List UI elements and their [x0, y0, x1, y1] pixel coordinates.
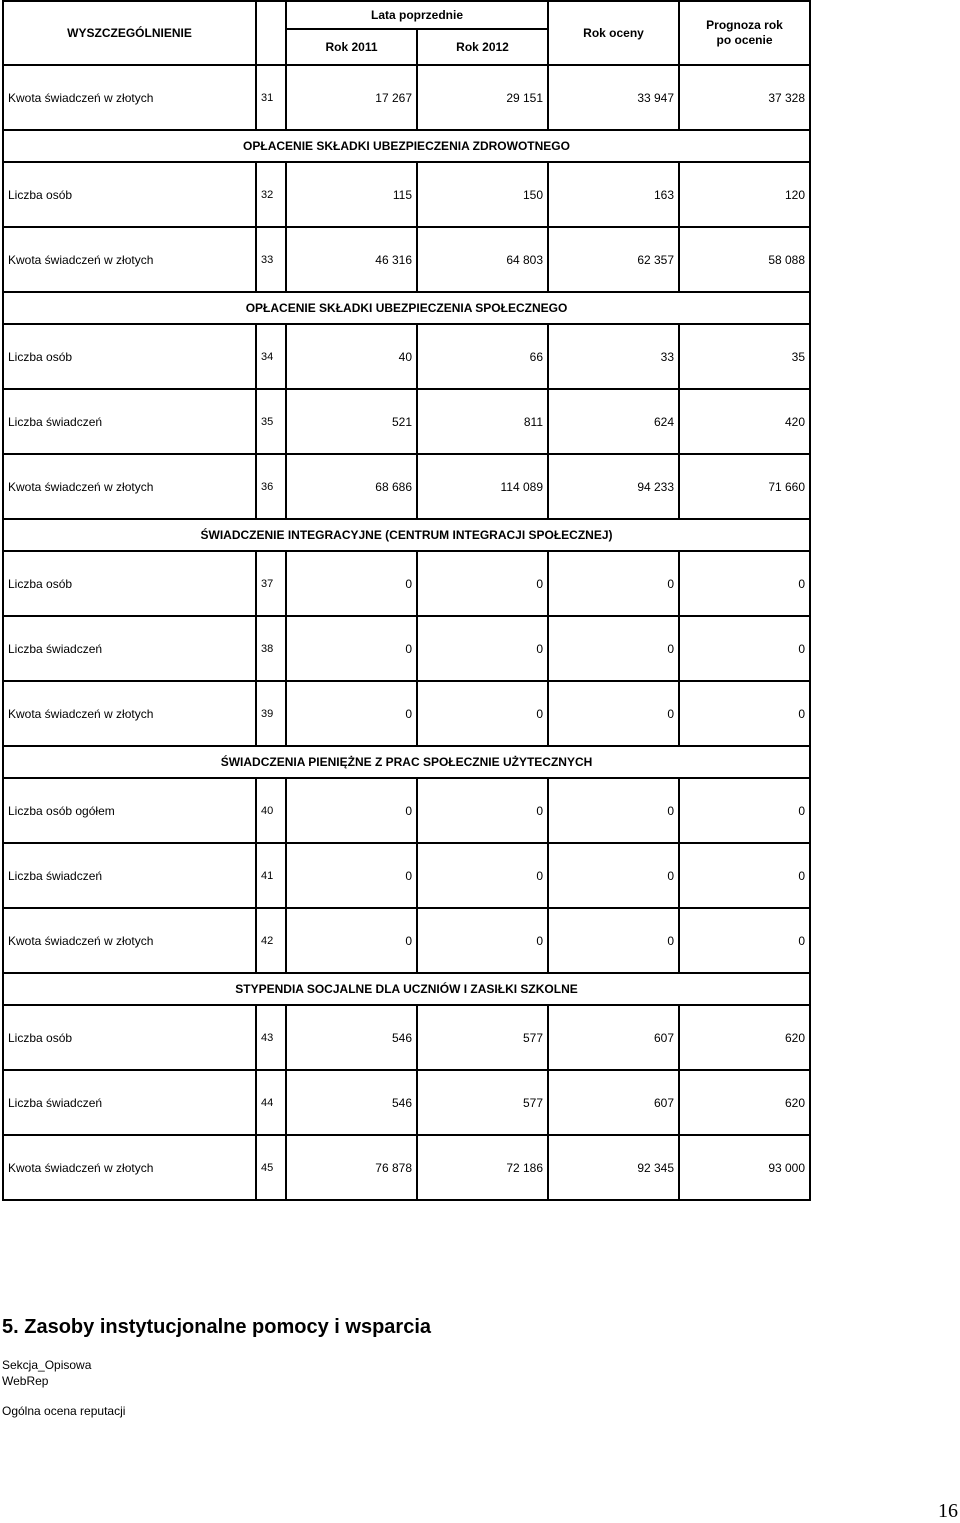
row-lp: 36: [256, 454, 286, 519]
value-rok-2011: 115: [286, 162, 417, 227]
table-row: [3, 908, 810, 973]
row-lp: 34: [256, 324, 286, 389]
table-row: [3, 616, 810, 681]
row-label: Liczba osób ogółem: [3, 778, 256, 843]
value-rok-2012: 0: [417, 843, 548, 908]
header-wyszczegolnienie: WYSZCZEGÓLNIENIE: [3, 1, 256, 65]
value-rok-2011: 521: [286, 389, 417, 454]
row-lp: 38: [256, 616, 286, 681]
row-label: Kwota świadczeń w złotych: [3, 681, 256, 746]
header-lata-poprzednie: Lata poprzednie: [286, 1, 548, 29]
value-prognoza: 0: [679, 551, 810, 616]
section-title: ŚWIADCZENIE INTEGRACYJNE (CENTRUM INTEGRACJI SPOŁECZNEJ): [3, 519, 810, 551]
value-rok-2011: 0: [286, 616, 417, 681]
row-lp: 41: [256, 843, 286, 908]
row-label: Kwota świadczeń w złotych: [3, 65, 256, 130]
value-prognoza: 0: [679, 616, 810, 681]
value-rok-oceny: 62 357: [548, 227, 679, 292]
table-row: [3, 454, 810, 519]
value-rok-oceny: 624: [548, 389, 679, 454]
value-prognoza: 0: [679, 843, 810, 908]
section-row: [3, 292, 810, 324]
value-rok-oceny: 163: [548, 162, 679, 227]
table-row: [3, 843, 810, 908]
value-rok-oceny: 0: [548, 778, 679, 843]
value-rok-oceny: 0: [548, 551, 679, 616]
value-rok-2011: 76 878: [286, 1135, 417, 1200]
row-label: Kwota świadczeń w złotych: [3, 1135, 256, 1200]
value-rok-oceny: 94 233: [548, 454, 679, 519]
value-rok-oceny: 33: [548, 324, 679, 389]
value-rok-oceny: 0: [548, 908, 679, 973]
table-row: [3, 551, 810, 616]
section-title: OPŁACENIE SKŁADKI UBEZPIECZENIA SPOŁECZNEGO: [3, 292, 810, 324]
value-rok-2012: 0: [417, 681, 548, 746]
value-rok-2012: 0: [417, 778, 548, 843]
footer-line-sekcja: Sekcja_Opisowa: [2, 1358, 92, 1372]
value-rok-2012: 150: [417, 162, 548, 227]
table-row: [3, 1070, 810, 1135]
header-lp: [256, 1, 286, 65]
header-rok-oceny: Rok oceny: [548, 1, 679, 65]
row-lp: 31: [256, 65, 286, 130]
row-label: Liczba osób: [3, 551, 256, 616]
row-label: Liczba osób: [3, 324, 256, 389]
section-row: [3, 519, 810, 551]
row-lp: 32: [256, 162, 286, 227]
value-rok-2011: 0: [286, 551, 417, 616]
value-rok-2011: 17 267: [286, 65, 417, 130]
table-row: [3, 162, 810, 227]
header-prognoza: [679, 1, 810, 65]
section-row: [3, 130, 810, 162]
row-label: Liczba świadczeń: [3, 389, 256, 454]
value-rok-oceny: 0: [548, 843, 679, 908]
value-rok-2012: 66: [417, 324, 548, 389]
page-number: 16: [938, 1500, 958, 1522]
value-prognoza: 0: [679, 681, 810, 746]
row-label: Kwota świadczeń w złotych: [3, 227, 256, 292]
table-body: [3, 65, 810, 1200]
row-lp: 45: [256, 1135, 286, 1200]
value-rok-2012: 114 089: [417, 454, 548, 519]
row-lp: 37: [256, 551, 286, 616]
header-rok-2011: Rok 2011: [286, 29, 417, 65]
value-rok-2012: 64 803: [417, 227, 548, 292]
table-row: [3, 389, 810, 454]
header-prognoza-line2: po ocenie: [716, 33, 773, 47]
table-row: [3, 324, 810, 389]
value-prognoza: 93 000: [679, 1135, 810, 1200]
value-prognoza: 58 088: [679, 227, 810, 292]
value-rok-oceny: 33 947: [548, 65, 679, 130]
row-lp: 44: [256, 1070, 286, 1135]
value-rok-oceny: 92 345: [548, 1135, 679, 1200]
value-rok-2011: 0: [286, 681, 417, 746]
value-prognoza: 37 328: [679, 65, 810, 130]
value-rok-2011: 0: [286, 908, 417, 973]
value-prognoza: 620: [679, 1070, 810, 1135]
value-rok-2011: 0: [286, 843, 417, 908]
section-title: ŚWIADCZENIA PIENIĘŻNE Z PRAC SPOŁECZNIE UŻYTECZNYCH: [3, 746, 810, 778]
value-prognoza: 0: [679, 908, 810, 973]
row-lp: 33: [256, 227, 286, 292]
table-row: [3, 1135, 810, 1200]
table-row: [3, 681, 810, 746]
value-prognoza: 0: [679, 778, 810, 843]
value-rok-2011: 0: [286, 778, 417, 843]
value-prognoza: 620: [679, 1005, 810, 1070]
row-label: Liczba osób: [3, 162, 256, 227]
table-row: [3, 227, 810, 292]
value-rok-oceny: 607: [548, 1005, 679, 1070]
table-header: [3, 1, 810, 65]
row-label: Kwota świadczeń w złotych: [3, 908, 256, 973]
table-row: [3, 778, 810, 843]
row-label: Liczba świadczeń: [3, 616, 256, 681]
value-rok-2012: 72 186: [417, 1135, 548, 1200]
table-row: [3, 65, 810, 130]
value-rok-2012: 577: [417, 1005, 548, 1070]
section-title: STYPENDIA SOCJALNE DLA UCZNIÓW I ZASIŁKI SZKOLNE: [3, 973, 810, 1005]
header-prognoza-line1: Prognoza rok: [706, 18, 783, 32]
benefits-table: [2, 0, 811, 1201]
value-prognoza: 120: [679, 162, 810, 227]
value-prognoza: 420: [679, 389, 810, 454]
value-rok-oceny: 607: [548, 1070, 679, 1135]
value-rok-2012: 577: [417, 1070, 548, 1135]
row-label: Liczba świadczeń: [3, 1070, 256, 1135]
value-rok-2011: 40: [286, 324, 417, 389]
row-lp: 42: [256, 908, 286, 973]
value-prognoza: 35: [679, 324, 810, 389]
value-rok-2011: 546: [286, 1070, 417, 1135]
row-label: Liczba świadczeń: [3, 843, 256, 908]
row-lp: 39: [256, 681, 286, 746]
value-rok-oceny: 0: [548, 616, 679, 681]
table-row: [3, 1005, 810, 1070]
value-rok-2011: 68 686: [286, 454, 417, 519]
value-rok-2012: 29 151: [417, 65, 548, 130]
value-rok-oceny: 0: [548, 681, 679, 746]
row-lp: 35: [256, 389, 286, 454]
footer-line-ocena: Ogólna ocena reputacji: [2, 1404, 126, 1418]
value-rok-2012: 811: [417, 389, 548, 454]
section-row: [3, 746, 810, 778]
value-rok-2012: 0: [417, 551, 548, 616]
row-lp: 43: [256, 1005, 286, 1070]
value-rok-2012: 0: [417, 908, 548, 973]
value-rok-2012: 0: [417, 616, 548, 681]
value-prognoza: 71 660: [679, 454, 810, 519]
section-title: OPŁACENIE SKŁADKI UBEZPIECZENIA ZDROWOTNEGO: [3, 130, 810, 162]
row-label: Liczba osób: [3, 1005, 256, 1070]
row-lp: 40: [256, 778, 286, 843]
row-label: Kwota świadczeń w złotych: [3, 454, 256, 519]
section-row: [3, 973, 810, 1005]
header-rok-2012: Rok 2012: [417, 29, 548, 65]
footer-line-webrep: WebRep: [2, 1374, 49, 1388]
value-rok-2011: 546: [286, 1005, 417, 1070]
value-rok-2011: 46 316: [286, 227, 417, 292]
section-heading: 5. Zasoby instytucjonalne pomocy i wsparcia: [2, 1316, 432, 1338]
